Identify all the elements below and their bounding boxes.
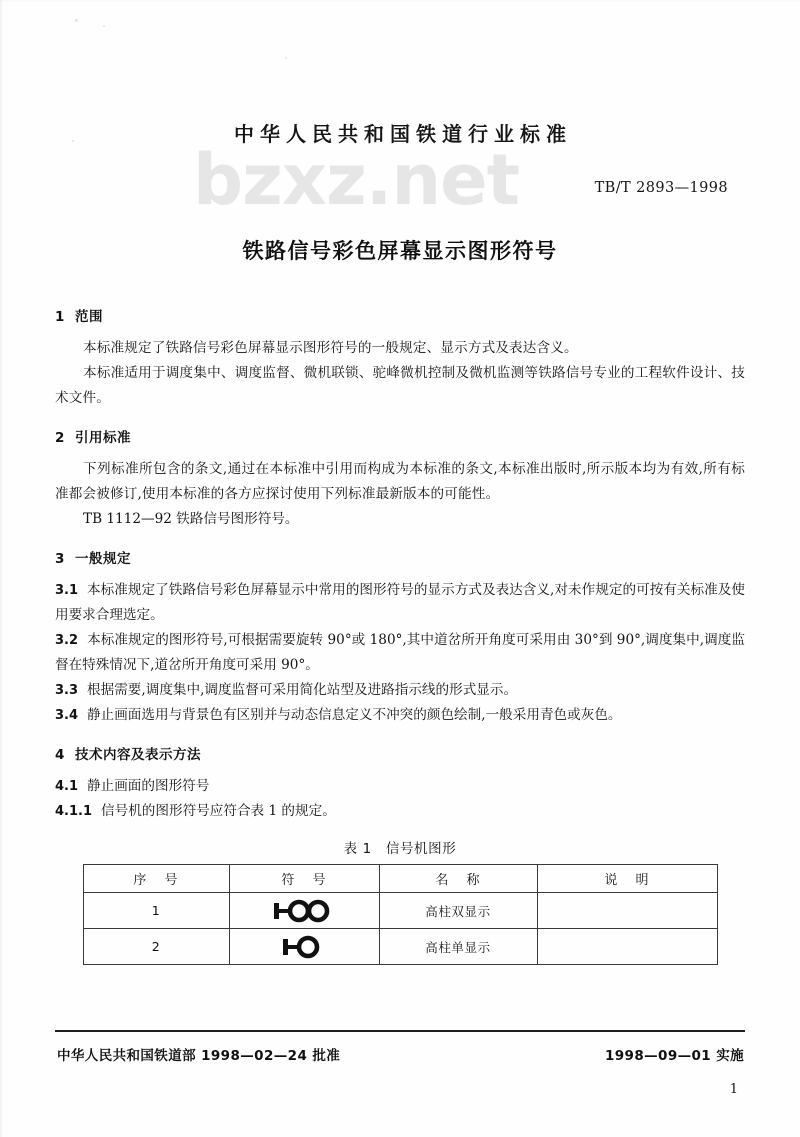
column-header-sequence: 序 号 [83,865,229,893]
clause-text-3-2: 本标准规定的图形符号,可根据需要旋转 90°或 180°,其中道岔所开角度可采用由 30°到 90°,调度集中,调度监督在特殊情况下,道岔所开角度可采用 90°。 [55,632,745,673]
section-number-3: 3 [55,551,65,567]
signal-symbol-table [83,864,718,965]
clause-3-2 [55,628,745,678]
section-heading-1 [55,305,745,325]
table-header-row [83,865,717,893]
cell-note-2 [537,929,717,965]
clause-3-4 [55,703,745,728]
footer-divider [55,1030,745,1032]
section-number-2: 2 [55,430,65,446]
clause-3-1 [55,578,745,628]
normative-reference-tb1112: TB 1112—92 铁路信号图形符号。 [83,511,299,527]
clause-text-3-3: 根据需要,调度集中,调度监督可采用简化站型及进路指示线的形式显示。 [87,682,518,698]
section-1-paragraph-1: 本标准规定了铁路信号彩色屏幕显示图形符号的一般规定、显示方式及表达含义。 [83,340,578,356]
clause-4-1 [55,774,745,799]
site-watermark: bzxz.net [193,139,520,221]
section-heading-2 [55,426,745,446]
clause-number-3-4: 3.4 [55,708,79,723]
cell-note-1 [537,893,717,929]
document-title: 铁路信号彩色屏幕显示图形符号 [242,239,558,263]
clause-4-1-1 [55,799,745,824]
section-heading-4 [55,743,745,763]
clause-text-3-4: 静止画面选用与背景色有区别并与动态信息定义不冲突的颜色绘制,一般采用青色或灰色。 [87,707,622,723]
table-caption-label: 表 1 [343,841,372,857]
clause-number-4-1: 4.1 [55,779,79,794]
clause-text-3-1: 本标准规定了铁路信号彩色屏幕显示中常用的图形符号的显示方式及表达含义,对未作规定的可按有关标准及使用要求合理选定。 [55,582,745,623]
table-row [83,893,717,929]
section-heading-3 [55,547,745,567]
cell-sequence-2: 2 [83,929,229,965]
section-title-4: 技术内容及表示方法 [75,747,201,763]
footer-approval-text: 中华人民共和国铁道部 1998—02—24 批准 [57,1048,341,1064]
section-title-2: 引用标准 [75,430,131,446]
cell-sequence-1: 1 [83,893,229,929]
section-title-3: 一般规定 [75,551,131,567]
column-header-symbol: 符 号 [229,865,379,893]
cell-symbol-1 [229,893,379,929]
clause-number-4-1-1: 4.1.1 [55,804,93,819]
column-header-name: 名 称 [379,865,537,893]
clause-number-3-2: 3.2 [55,633,79,648]
issuing-body-heading: 中华人民共和国铁道行业标准 [234,122,572,146]
high-mast-double-signal-icon [271,899,337,923]
page-number: 1 [729,1082,738,1097]
high-mast-single-signal-icon [280,935,328,959]
column-header-note: 说 明 [537,865,717,893]
clause-number-3-1: 3.1 [55,583,79,598]
clause-text-4-1-1: 信号机的图形符号应符合表 1 的规定。 [101,803,336,819]
footer-implementation-text: 1998—09—01 实施 [604,1048,744,1064]
standard-number: TB/T 2893—1998 [594,180,728,196]
cell-symbol-2 [229,929,379,965]
section-number-4: 4 [55,747,65,763]
clause-number-3-3: 3.3 [55,683,79,698]
body-text-area [55,305,745,965]
table-1-caption [55,837,745,857]
clause-3-3 [55,678,745,703]
table-row [83,929,717,965]
cell-name-2: 高柱单显示 [379,929,537,965]
table-caption-title: 信号机图形 [385,841,457,857]
clause-text-4-1: 静止画面的图形符号 [87,778,210,794]
section-number-1: 1 [55,309,65,325]
section-1-paragraph-2: 本标准适用于调度集中、调度监督、微机联锁、驼峰微机控制及微机监测等铁路信号专业的工程软件设计、技术文件。 [55,365,745,406]
section-2-paragraph-1: 下列标准所包含的条文,通过在本标准中引用而构成为本标准的条文,本标准出版时,所示版本均为有效,所有标准都会被修订,使用本标准的各方应探讨使用下列标准最新版本的可能性。 [55,461,745,502]
section-title-1: 范围 [75,309,103,325]
cell-name-1: 高柱双显示 [379,893,537,929]
